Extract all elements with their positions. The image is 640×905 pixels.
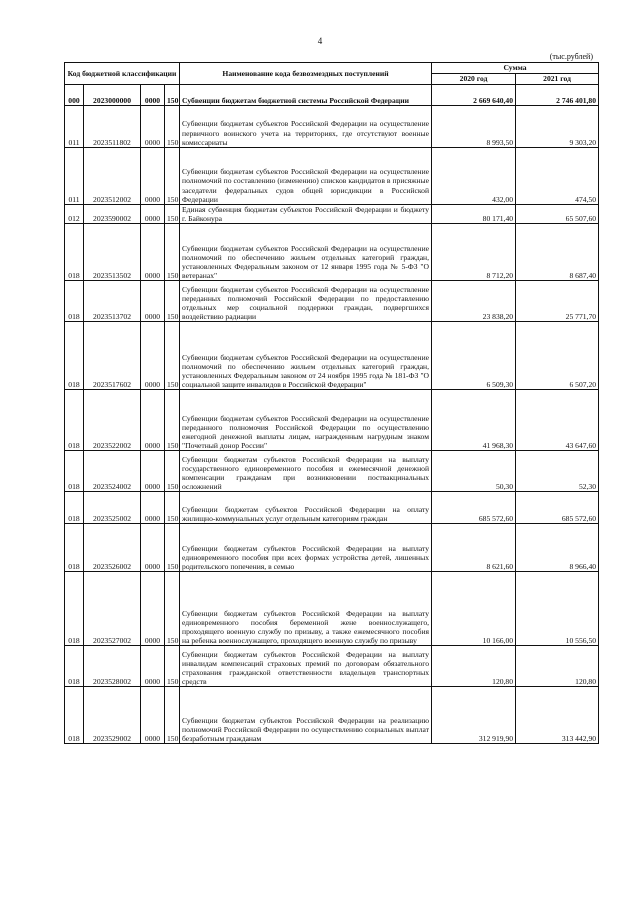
code-part-3: 0000	[141, 224, 165, 281]
code-part-3: 0000	[141, 205, 165, 224]
code-part-4: 150	[165, 281, 180, 322]
value-2020: 10 166,00	[432, 572, 516, 646]
table-row	[65, 390, 599, 451]
code-part-2: 2023000000	[84, 85, 141, 106]
code-part-1: 018	[65, 451, 84, 492]
value-2021: 2 746 401,80	[516, 85, 599, 106]
value-2021: 43 647,60	[516, 390, 599, 451]
header-code: Код бюджетной классификации	[65, 63, 180, 85]
value-2021: 6 507,20	[516, 322, 599, 390]
value-2021: 8 966,40	[516, 524, 599, 572]
code-part-3: 0000	[141, 646, 165, 687]
value-2021: 25 771,70	[516, 281, 599, 322]
code-part-3: 0000	[141, 572, 165, 646]
value-2021: 52,30	[516, 451, 599, 492]
code-part-2: 2023522002	[84, 390, 141, 451]
table-row	[65, 85, 599, 106]
code-part-1: 011	[65, 148, 84, 205]
code-part-1: 011	[65, 106, 84, 148]
header-sum: Сумма	[432, 63, 599, 74]
table-row	[65, 646, 599, 687]
code-part-2: 2023511802	[84, 106, 141, 148]
code-part-1: 012	[65, 205, 84, 224]
value-2020: 80 171,40	[432, 205, 516, 224]
code-part-1: 018	[65, 224, 84, 281]
code-part-4: 150	[165, 572, 180, 646]
value-2020: 23 838,20	[432, 281, 516, 322]
code-part-3: 0000	[141, 281, 165, 322]
code-part-3: 0000	[141, 451, 165, 492]
budget-table	[64, 62, 599, 744]
code-part-1: 018	[65, 687, 84, 744]
code-part-2: 2023528002	[84, 646, 141, 687]
value-2020: 120,80	[432, 646, 516, 687]
row-name: Единая субвенция бюджетам субъектов Российской Федерации и бюджету г. Байконура	[180, 205, 432, 224]
value-2020: 8 993,50	[432, 106, 516, 148]
row-name: Субвенции бюджетам субъектов Российской Федерации на осуществление первичного воинского учета на территориях, где отсутствуют военные комиссариаты	[180, 106, 432, 148]
code-part-4: 150	[165, 390, 180, 451]
row-name: Субвенции бюджетам субъектов Российской Федерации на реализацию полномочий Российской Федерации по осуществлению социальных выплат безработным гражданам	[180, 687, 432, 744]
header-year-2021: 2021 год	[516, 74, 599, 85]
row-name: Субвенции бюджетам субъектов Российской Федерации на осуществление переданного полномочия Российской Федерации по осуществлению ежегодной денежной выплаты лицам, награжденным нагрудным знаком "Почетный донор России"	[180, 390, 432, 451]
value-2020: 685 572,60	[432, 492, 516, 524]
table-row	[65, 687, 599, 744]
value-2021: 474,50	[516, 148, 599, 205]
code-part-2: 2023524002	[84, 451, 141, 492]
row-name: Субвенции бюджетам субъектов Российской Федерации на оплату жилищно-коммунальных услуг отдельным категориям граждан	[180, 492, 432, 524]
table-row	[65, 205, 599, 224]
header-year-2020: 2020 год	[432, 74, 516, 85]
value-2020: 2 669 640,40	[432, 85, 516, 106]
value-2020: 8 621,60	[432, 524, 516, 572]
row-name: Субвенции бюджетам субъектов Российской Федерации на осуществление полномочий по составлению (изменению) списков кандидатов в присяжные заседатели федеральных судов общей юрисдикции в Российской Федерации	[180, 148, 432, 205]
code-part-2: 2023590002	[84, 205, 141, 224]
value-2021: 8 687,40	[516, 224, 599, 281]
code-part-3: 0000	[141, 390, 165, 451]
header-name: Наименование кода безвозмездных поступлений	[180, 63, 432, 85]
row-name: Субвенции бюджетам субъектов Российской Федерации на осуществление полномочий по обеспечению жильем отдельных категорий граждан, установленных Федеральным законом от 12 января 1995 года № 5-ФЗ "О ветеранах"	[180, 224, 432, 281]
table-row	[65, 524, 599, 572]
code-part-2: 2023517602	[84, 322, 141, 390]
code-part-1: 000	[65, 85, 84, 106]
row-name: Субвенции бюджетам бюджетной системы Российской Федерации	[180, 85, 432, 106]
table-row	[65, 148, 599, 205]
row-name: Субвенции бюджетам субъектов Российской Федерации на выплату единовременного пособия при всех формах устройства детей, лишенных родительского попечения, в семью	[180, 524, 432, 572]
code-part-4: 150	[165, 85, 180, 106]
table-row	[65, 492, 599, 524]
code-part-4: 150	[165, 205, 180, 224]
code-part-3: 0000	[141, 492, 165, 524]
table-row	[65, 451, 599, 492]
code-part-3: 0000	[141, 687, 165, 744]
code-part-1: 018	[65, 492, 84, 524]
units-note: (тыс.рублей)	[549, 52, 593, 61]
table-row	[65, 322, 599, 390]
code-part-4: 150	[165, 148, 180, 205]
code-part-1: 018	[65, 390, 84, 451]
code-part-3: 0000	[141, 85, 165, 106]
value-2021: 9 303,20	[516, 106, 599, 148]
code-part-2: 2023525002	[84, 492, 141, 524]
page-number: 4	[317, 36, 323, 46]
value-2021: 120,80	[516, 646, 599, 687]
value-2020: 312 919,90	[432, 687, 516, 744]
code-part-3: 0000	[141, 524, 165, 572]
table-row	[65, 224, 599, 281]
code-part-3: 0000	[141, 148, 165, 205]
code-part-3: 0000	[141, 322, 165, 390]
value-2021: 685 572,60	[516, 492, 599, 524]
table-row	[65, 281, 599, 322]
value-2021: 65 507,60	[516, 205, 599, 224]
value-2020: 8 712,20	[432, 224, 516, 281]
code-part-4: 150	[165, 524, 180, 572]
code-part-3: 0000	[141, 106, 165, 148]
row-name: Субвенции бюджетам субъектов Российской Федерации на осуществление переданных полномочий Российской Федерации по предоставлению отдельных мер социальной поддержки граждан, подвергшихся воздействию радиации	[180, 281, 432, 322]
table-row	[65, 572, 599, 646]
code-part-2: 2023527002	[84, 572, 141, 646]
value-2021: 313 442,90	[516, 687, 599, 744]
code-part-2: 2023512002	[84, 148, 141, 205]
value-2020: 432,00	[432, 148, 516, 205]
code-part-4: 150	[165, 224, 180, 281]
table-body	[65, 85, 599, 744]
value-2020: 6 509,30	[432, 322, 516, 390]
code-part-2: 2023526002	[84, 524, 141, 572]
code-part-1: 018	[65, 524, 84, 572]
row-name: Субвенции бюджетам субъектов Российской Федерации на выплату инвалидам компенсаций страховых премий по договорам обязательного страхования гражданской ответственности владельцев транспортных средств	[180, 646, 432, 687]
code-part-1: 018	[65, 322, 84, 390]
code-part-2: 2023513702	[84, 281, 141, 322]
code-part-4: 150	[165, 322, 180, 390]
row-name: Субвенции бюджетам субъектов Российской Федерации на выплату государственного единовременного пособия и ежемесячной денежной компенсации гражданам при возникновении поствакцинальных осложнений	[180, 451, 432, 492]
code-part-1: 018	[65, 281, 84, 322]
row-name: Субвенции бюджетам субъектов Российской Федерации на выплату единовременного пособия беременной жене военнослужащего, проходящего военную службу по призыву, а также ежемесячного пособия на ребенка военнослужащего, проходящего военную службу по призыву	[180, 572, 432, 646]
code-part-2: 2023529002	[84, 687, 141, 744]
code-part-4: 150	[165, 106, 180, 148]
code-part-2: 2023513502	[84, 224, 141, 281]
table-row	[65, 106, 599, 148]
code-part-4: 150	[165, 687, 180, 744]
value-2020: 50,30	[432, 451, 516, 492]
code-part-4: 150	[165, 492, 180, 524]
code-part-4: 150	[165, 646, 180, 687]
row-name: Субвенции бюджетам субъектов Российской Федерации на осуществление полномочий по обеспечению жильем отдельных категорий граждан, установленных Федеральным законом от 24 ноября 1995 года № 181-ФЗ "О социальной защите инвалидов в Российской Федерации"	[180, 322, 432, 390]
code-part-1: 018	[65, 572, 84, 646]
value-2021: 10 556,50	[516, 572, 599, 646]
code-part-1: 018	[65, 646, 84, 687]
value-2020: 41 968,30	[432, 390, 516, 451]
code-part-4: 150	[165, 451, 180, 492]
